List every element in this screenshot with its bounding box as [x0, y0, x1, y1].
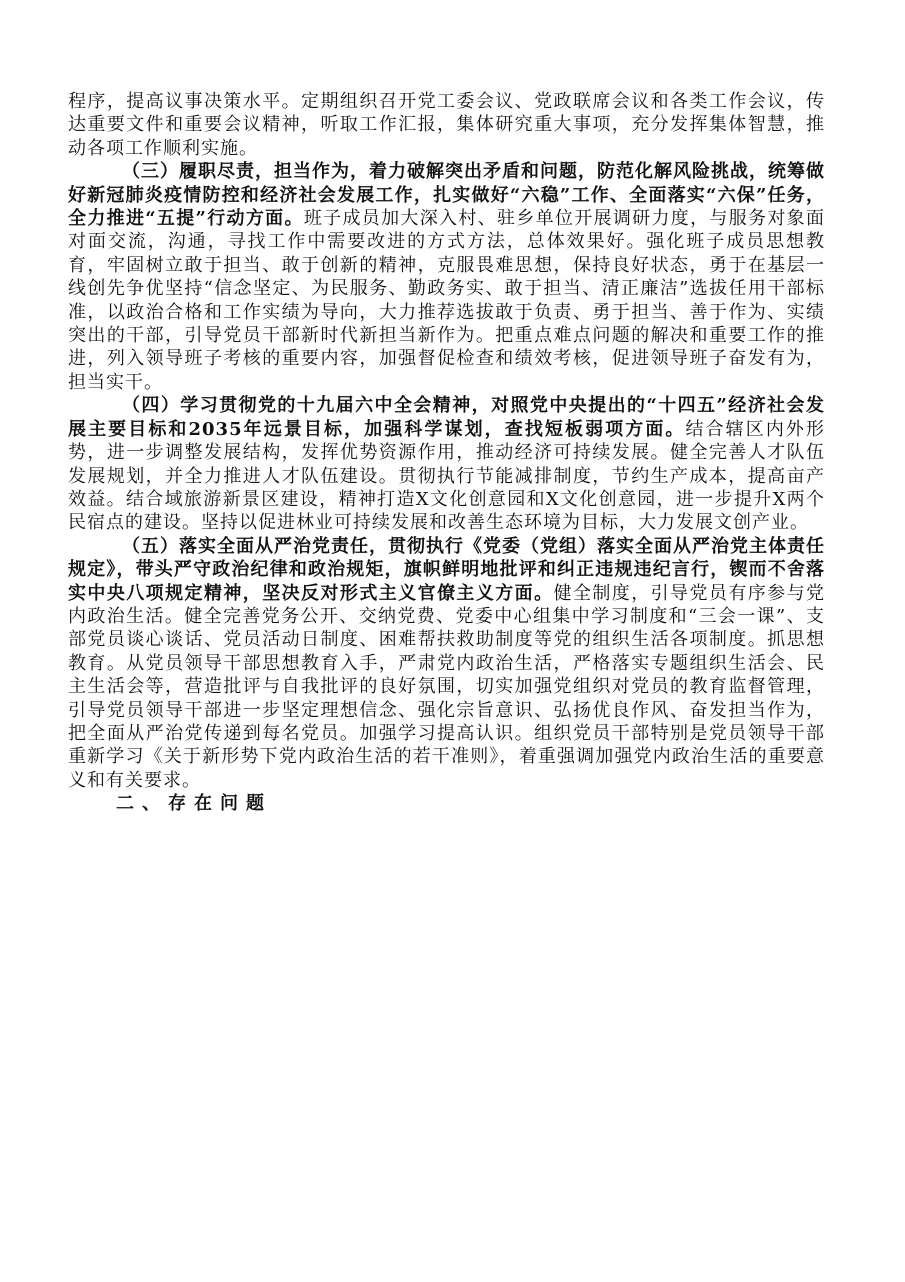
- paragraph-item-4: [68, 394, 825, 534]
- paragraph-text: 程序，提高议事决策水平。定期组织召开党工委会议、党政联席会议和各类工作会议，传达重要文件和重要会议精神，听取工作汇报，集体研究重大事项，充分发挥集体智慧，推动各项工作顺利实施。: [68, 91, 825, 159]
- item-4-body: 结合辖区内外形势，进一步调整发展结构，发挥优势资源作用，推动经济可持续发展。健全完善人才队伍发展规划，并全力推进人才队伍建设。贯彻执行节能减排制度，节约生产成本，提高亩产效益。结合域旅游新景区建设，精神打造X文化创意园和X文化创意园，进一步提升X两个民宿点的建设。坚持以促进林业可持续发展和改善生态环境为目标，大力发展文创产业。: [68, 418, 825, 534]
- paragraph-item-3: [68, 160, 825, 394]
- item-5-body: 健全制度，引导党员有序参与党内政治生活。健全完善党务公开、交纳党费、党委中心组集中学习制度和“三会一课”、支部党员谈心谈话、党员活动日制度、困难帮扶救助制度等党的组织生活各项制度。抓思想教育。从党员领导干部思想教育入手，严肃党内政治生活，严格落实专题组织生活会、民主生活会等，营造批评与自我批评的良好氛围，切实加强党组织对党员的教育监督管理，引导党员领导干部进一步坚定理想信念、强化宗旨意识、弘扬优良作风、奋发担当作为，把全面从严治党传递到每名党员。加强学习提高认识。组织党员干部特别是党员领导干部重新学习《关于新形势下党内政治生活的若干准则》，着重强调加强党内政治生活的重要意义和有关要求。: [68, 582, 826, 791]
- paragraph-item-5: [68, 535, 825, 792]
- paragraph-continuation: [68, 90, 825, 160]
- section-heading-problems: 二、存在问题: [116, 793, 272, 815]
- item-3-body: 班子成员加大深入村、驻乡单位开展调研力度，与服务对象面对面交流，沟通，寻找工作中需要改进的方式方法，总体效果好。强化班子成员思想教育，牢固树立敢于担当、敢于创新的精神，克服畏难思想，保持良好状态，勇于在基层一线创先争优坚持“信念坚定、为民服务、勤政务实、敢于担当、清正廉洁”选拔任用干部标准，以政治合格和工作实绩为导向，大力推荐选拔敢于负责、勇于担当、善于作为、实绩突出的干部，引导党员干部新时代新担当新作为。把重点难点问题的解决和重要工作的推进，列入领导班子考核的重要内容，加强督促检查和绩效考核，促进领导班子奋发有为，担当实干。: [68, 208, 825, 393]
- document-page: [68, 90, 825, 816]
- item-4-heading: （四）学习贯彻党的十九届六中全会精神，对照党中央提出的“十四五”经济社会发展主要目标和2035年远景目标，加强科学谋划，查找短板弱项方面。: [68, 395, 825, 440]
- item-5-heading: （五）落实全面从严治党责任，贯彻执行《党委（党组）落实全面从严治党主体责任规定》，带头严守政治纪律和政治规矩，旗帜鲜明地批评和纠正违规违纪言行，锲而不舍落实中央八项规定精神，坚决反对形式主义官僚主义方面。: [68, 535, 825, 604]
- item-3-heading: （三）履职尽责，担当作为，着力破解突出矛盾和问题，防范化解风险挑战，统筹做好新冠肺炎疫情防控和经济社会发展工作，扎实做好“六稳”工作、全面落实“六保”任务，全力推进“五提”行动方面。: [68, 161, 825, 230]
